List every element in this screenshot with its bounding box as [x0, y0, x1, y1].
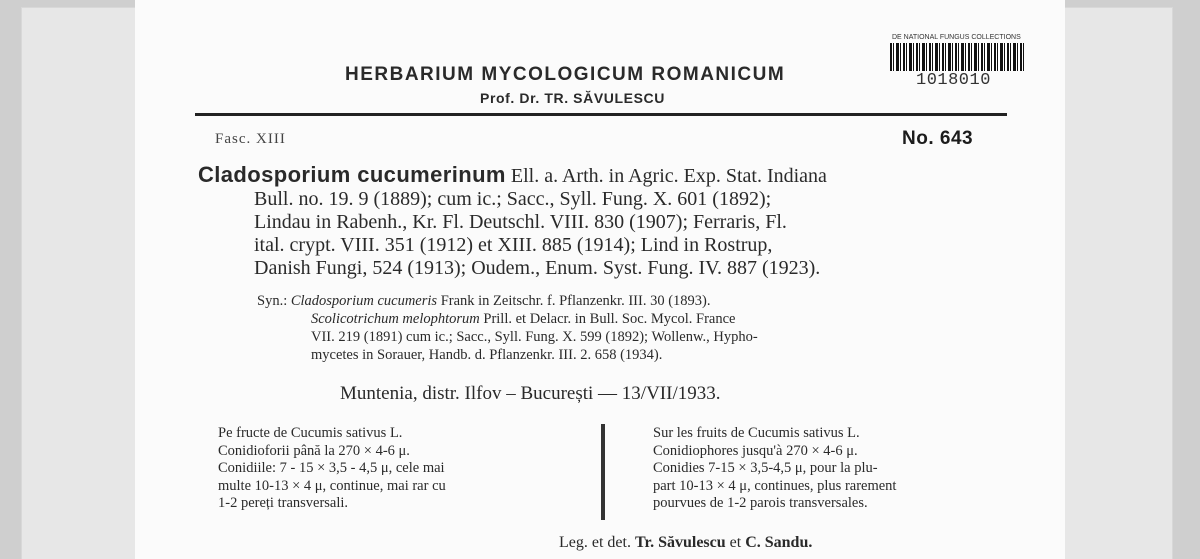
collector-line	[559, 534, 812, 552]
synonym-line	[257, 310, 1017, 328]
collector-prefix: Leg. et det.	[559, 534, 631, 551]
fascicle-label: Fasc. XIII	[215, 131, 286, 147]
description-french	[653, 425, 896, 513]
description-line: Conidiile: 7 - 15 × 3,5 - 4,5 μ, cele mai	[218, 460, 445, 476]
collector-joiner: et	[729, 534, 742, 551]
collector-name: Tr. Săvulescu	[634, 534, 726, 551]
collector-name: C. Sandu.	[745, 534, 813, 551]
description-line: Conidies 7-15 × 3,5-4,5 μ, pour la plu-	[653, 460, 878, 476]
synonym-reference: Frank in Zeitschr. f. Pflanzenkr. III. 30 (1893).	[440, 293, 711, 309]
reference-line	[198, 163, 1010, 188]
description-line: Pe fructe de Cucumis sativus L.	[218, 425, 403, 441]
barcode-number: 1018010	[916, 71, 991, 90]
barcode-icon	[890, 43, 1024, 71]
synonym-line	[257, 292, 1017, 310]
reference-line: Bull. no. 19. 9 (1889); cum ic.; Sacc., Syll. Fung. X. 601 (1892);	[254, 188, 772, 210]
description-line: pourvues de 1-2 parois transversales.	[653, 495, 868, 511]
synonym-label: Syn.:	[257, 293, 288, 309]
description-line: Sur les fruits de Cucumis sativus L.	[653, 425, 860, 441]
synonym-reference: Prill. et Delacr. in Bull. Soc. Mycol. France	[483, 311, 736, 327]
specimen-label	[135, 0, 1065, 559]
reference-text: Ell. a. Arth. in Agric. Exp. Stat. Indiana	[510, 165, 827, 187]
taxon-reference	[198, 163, 1010, 280]
species-name: Cladosporium cucumerinum	[198, 162, 506, 187]
description-romanian	[218, 425, 446, 513]
description-line: Conidioforii până la 270 × 4-6 μ.	[218, 442, 410, 459]
barcode-sticker	[890, 34, 1030, 90]
herbarium-curator: Prof. Dr. TR. SĂVULESCU	[480, 90, 665, 106]
description-line: part 10-13 × 4 μ, continues, plus rarement	[653, 477, 897, 494]
description-line: multe 10-13 × 4 μ, continue, mai rar cu	[218, 477, 446, 494]
description-line: 1-2 pereți transversali.	[218, 495, 349, 511]
synonyms-block	[257, 292, 1017, 364]
herbarium-title: HERBARIUM MYCOLOGICUM ROMANICUM	[345, 64, 786, 85]
reference-line: Danish Fungi, 524 (1913); Oudem., Enum. Syst. Fung. IV. 887 (1923).	[254, 257, 821, 279]
column-divider	[601, 424, 605, 520]
collection-locality: Muntenia, distr. Ilfov – București — 13/VII/1933.	[340, 383, 721, 404]
synonym-line: mycetes in Sorauer, Handb. d. Pflanzenkr. III. 2. 658 (1934).	[311, 347, 663, 363]
reference-line: Lindau in Rabenh., Kr. Fl. Deutschl. VIII. 830 (1907); Ferraris, Fl.	[254, 211, 787, 233]
description-line: Conidiophores jusqu'à 270 × 4-6 μ.	[653, 442, 858, 459]
reference-line: ital. crypt. VIII. 351 (1912) et XIII. 885 (1914); Lind in Rostrup,	[254, 234, 773, 256]
synonym-name: Scolicotrichum melophtorum	[311, 311, 480, 327]
specimen-number: No. 643	[902, 128, 974, 149]
synonym-line: VII. 219 (1891) cum ic.; Sacc., Syll. Fung. X. 599 (1892); Wollenw., Hypho-	[311, 329, 758, 345]
synonym-name: Cladosporium cucumeris	[290, 293, 438, 309]
barcode-caption: DE NATIONAL FUNGUS COLLECTIONS	[892, 34, 1021, 41]
header-rule	[195, 113, 1007, 116]
